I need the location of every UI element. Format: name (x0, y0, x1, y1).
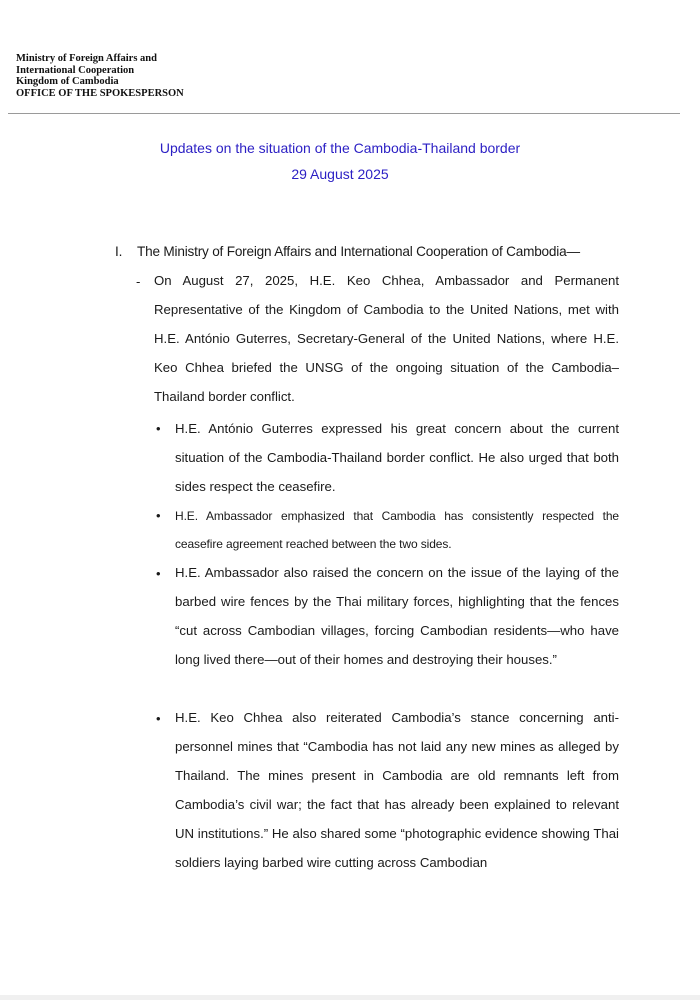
bullet-item: H.E. Ambassador emphasized that Cambodia has consistently respected the ceasefire agreement reached between the two sides. (175, 509, 619, 551)
document-date: 29 August 2025 (291, 166, 389, 182)
letterhead-ministry: Ministry of Foreign Affairs and (16, 53, 157, 64)
page-bottom-edge (0, 995, 700, 1000)
section-number: I. (115, 244, 123, 259)
bullet-marker: • (156, 711, 161, 726)
letterhead-kingdom: Kingdom of Cambodia (16, 76, 119, 87)
document-title: Updates on the situation of the Cambodia-Thailand border (159, 140, 521, 156)
section-heading-text: The Ministry of Foreign Affairs and International Cooperation of Cambodia— (137, 244, 580, 259)
bullet-marker: • (156, 508, 161, 523)
bullet-item: H.E. Ambassador also raised the concern on the issue of the laying of the barbed wire fences by the Thai military forces, highlighting that the fences “cut across Cambodian villages, forcing Cambodian residents—who have long lived there—out of their homes and destroying their houses.” (175, 565, 619, 667)
letterhead-cooperation: International Cooperation (16, 64, 135, 76)
bullet-marker: • (156, 566, 161, 581)
dash-item-paragraph: On August 27, 2025, H.E. Keo Chhea, Ambassador and Permanent Representative of the Kingdom of Cambodia to the United Nations, met with H.E. António Guterres, Secretary-General of the United Nations, where H.E. Keo Chhea briefed the UNSG of the ongoing situation of the Cambodia–Thailand border conflict. (154, 273, 619, 404)
letterhead-office: OFFICE OF THE SPOKESPERSON (16, 87, 184, 99)
bullet-marker: • (156, 421, 161, 436)
header-divider (8, 113, 680, 114)
letterhead (16, 53, 184, 99)
dash-marker: - (136, 274, 141, 289)
section-heading (115, 244, 580, 259)
bullet-item: H.E. António Guterres expressed his great concern about the current situation of the Cambodia-Thailand border conflict. He also urged that both sides respect the ceasefire. (175, 421, 619, 494)
bullet-item: H.E. Keo Chhea also reiterated Cambodia’s stance concerning anti-personnel mines that “Cambodia has not laid any new mines as alleged by Thailand. The mines present in Cambodia are old remnants left from Cambodia’s civil war; the fact that has already been explained to relevant UN institutions.” He also shared some “photographic evidence showing Thai soldiers laying barbed wire cutting across Cambodian (175, 710, 619, 870)
